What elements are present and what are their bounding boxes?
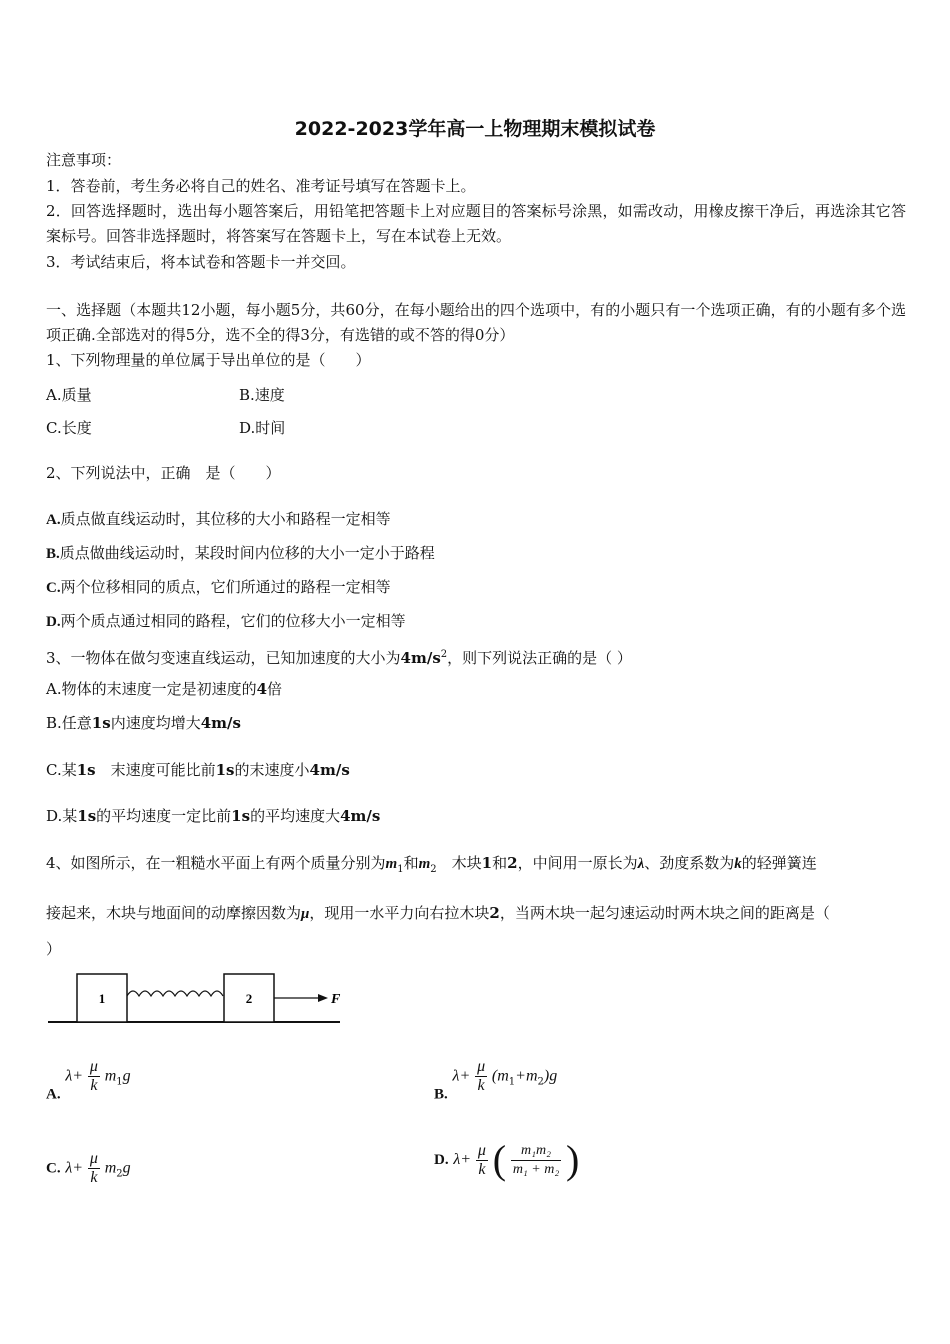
q4-option-d	[434, 1137, 580, 1182]
q4-d-left-paren: (	[492, 1137, 507, 1182]
q4-l1-a: 4、如图所示，在一粗糙水平面上有两个质量分别为	[46, 854, 386, 872]
q2-option-a-label: A.	[46, 512, 61, 528]
q4-l2-c: ，当两木块一起匀速运动时两木块之间的距离是（	[499, 904, 830, 922]
q4-and2: 和	[492, 854, 508, 872]
block-1-label: 1	[98, 991, 106, 1006]
q4-d-inner-den: m₁ + m₂	[512, 1161, 560, 1177]
q2-option-a	[46, 509, 391, 530]
q4-d-lambda: λ+	[453, 1151, 472, 1168]
q3-d-time: 1s	[77, 807, 97, 825]
q4-option-a	[46, 1058, 131, 1104]
q3-a-post: 倍	[267, 680, 283, 698]
q2-option-a-text: 质点做直线运动时，其位移的大小和路程一定相等	[60, 510, 391, 528]
q3-c-pre: C.某	[46, 761, 77, 779]
q3-d-value: 4m/s	[340, 807, 381, 825]
q4-a-mass: m	[104, 1067, 117, 1085]
q3-option-d	[46, 806, 380, 826]
q2-option-d-label: D.	[46, 614, 61, 630]
notice-item-1: 1．答卷前，考生务必将自己的姓名、准考证号填写在答题卡上。	[46, 177, 476, 195]
q4-b-close: )	[543, 1067, 550, 1085]
q3-b-time: 1s	[91, 714, 111, 732]
question-4-stem-line2	[46, 903, 830, 924]
q3-option-b	[46, 713, 241, 733]
spring-blocks-figure	[46, 970, 346, 1030]
q3-b-pre: B.任意	[46, 714, 92, 732]
force-label: F	[331, 992, 341, 1007]
notice-item-3: 3．考试结束后，将本试卷和答题卡一并交回。	[46, 253, 356, 271]
q4-b-fraction	[475, 1058, 487, 1095]
q4-a-g: g	[122, 1067, 131, 1085]
q4-c-g: g	[122, 1159, 131, 1177]
q4-a-fraction	[88, 1058, 100, 1095]
q4-b-mass1: (m	[491, 1067, 509, 1085]
q3-stem-post: ，则下列说法正确的是（ ）	[447, 649, 632, 667]
question-2-stem: 2、下列说法中，正确 是（ ）	[46, 464, 281, 482]
q4-and: 和	[403, 854, 419, 872]
question-4-stem-line3: ）	[46, 940, 62, 958]
force-arrow-head	[318, 994, 328, 1002]
q4-b-frac-num: μ	[477, 1058, 486, 1075]
q4-k: k	[734, 856, 742, 872]
q4-d-frac-den: k	[478, 1160, 486, 1178]
q3-b-value: 4m/s	[200, 714, 241, 732]
q4-c-lambda: λ+	[65, 1159, 84, 1177]
q4-b-lambda: λ+	[452, 1067, 471, 1085]
q3-stem-pre: 3、一物体在做匀变速直线运动，已知加速度的大小为	[46, 649, 401, 667]
q2-option-c-text: 两个位移相同的质点，它们所通过的路程一定相等	[60, 578, 391, 596]
q3-d-pre: D.某	[46, 807, 78, 825]
question-3-stem	[46, 645, 632, 668]
q4-m2: m	[418, 856, 431, 872]
q4-option-a-label: A.	[46, 1086, 61, 1103]
q2-option-d	[46, 611, 406, 632]
q4-m1-sub: 1	[397, 864, 404, 875]
q4-c-mass: m	[104, 1159, 117, 1177]
q4-b-mass2-sub: 2	[537, 1076, 544, 1088]
q4-option-c	[46, 1150, 131, 1187]
q4-l1-e: 的轻弹簧连	[741, 854, 817, 872]
q4-a-lambda: λ+	[65, 1067, 84, 1085]
q4-n3: 2	[489, 904, 500, 922]
q3-option-a	[46, 679, 282, 699]
q3-a-pre: A.物体的末速度一定是初速度的	[46, 680, 257, 698]
q1-option-c: C.长度	[46, 419, 92, 437]
q4-a-mass-sub: 1	[116, 1076, 123, 1088]
q4-d-inner-fraction	[511, 1142, 561, 1179]
q3-c-mid2: 的末速度小	[234, 761, 310, 779]
notice-heading: 注意事项：	[46, 151, 122, 169]
q4-b-frac-den: k	[477, 1077, 485, 1094]
q3-c-mid: 末速度可能比前	[95, 761, 216, 779]
q4-l1-c: ，中间用一原长为	[517, 854, 638, 872]
q2-option-c-label: C.	[46, 580, 61, 596]
page-title: 2022-2023学年高一上物理期末模拟试卷	[294, 118, 656, 140]
q2-option-b-text: 质点做曲线运动时，某段时间内位移的大小一定小于路程	[59, 544, 435, 562]
q4-c-fraction	[88, 1150, 100, 1187]
q3-d-mid: 的平均速度一定比前	[96, 807, 232, 825]
q4-m2-sub: 2	[430, 864, 437, 875]
q4-a-frac-den: k	[90, 1077, 98, 1094]
q3-option-c	[46, 760, 350, 780]
notice-item-2: 2．回答选择题时，选出每小题答案后，用铅笔把答题卡上对应题目的答案标号涂黑，如需改动，用橡皮擦干净后，再选涂其它答案标号。回答非选择题时，将答案写在答题卡上，写在本试卷上无效。	[46, 202, 906, 245]
q4-l2-a: 接起来，木块与地面间的动摩擦因数为	[46, 904, 302, 922]
q4-c-frac-num: μ	[89, 1150, 98, 1167]
q4-d-frac-num: μ	[477, 1141, 486, 1159]
q4-d-inner-num: m₁m₂	[511, 1142, 561, 1161]
q2-option-d-text: 两个质点通过相同的路程，它们的位移大小一定相等	[60, 612, 406, 630]
q4-b-g: g	[549, 1067, 558, 1085]
q4-m1: m	[385, 856, 398, 872]
q3-c-time: 1s	[76, 761, 96, 779]
q4-l2-b: ，现用一水平力向右拉木块	[309, 904, 490, 922]
q1-option-d: D.时间	[239, 419, 286, 437]
q4-option-c-label: C.	[46, 1160, 61, 1177]
section-heading: 一、选择题（本题共12小题，每小题5分，共60分，在每小题给出的四个选项中，有的小题只有一个选项正确，有的小题有多个选项正确.全部选对的得5分，选不全的得3分，有选错的或不答的得0分）	[46, 301, 906, 344]
q4-lambda: λ	[637, 856, 645, 872]
block-2-label: 2	[245, 991, 253, 1006]
q3-d-mid2: 的平均速度大	[250, 807, 341, 825]
q3-b-mid: 内速度均增大	[110, 714, 201, 732]
q3-a-num: 4	[256, 680, 268, 698]
q3-c-time2: 1s	[215, 761, 235, 779]
spring	[127, 991, 223, 996]
q4-option-b	[434, 1058, 557, 1104]
q4-n2: 2	[507, 854, 518, 872]
question-1-stem: 1、下列物理量的单位属于导出单位的是（ ）	[46, 351, 371, 369]
q4-option-b-label: B.	[434, 1086, 448, 1103]
q3-c-value: 4m/s	[309, 761, 350, 779]
q4-b-mass1-sub: 1	[508, 1076, 516, 1088]
q4-d-right-paren: )	[566, 1137, 580, 1182]
q4-c-frac-den: k	[90, 1169, 98, 1186]
q4-mu: μ	[301, 906, 310, 922]
q3-d-time2: 1s	[231, 807, 251, 825]
q2-option-b-label: B.	[46, 546, 60, 562]
q3-accel-value: 4m/s	[400, 649, 441, 667]
q4-l1-b: 木块	[436, 854, 482, 872]
question-4-stem-line1	[46, 853, 817, 880]
q3-accel-sup: 2	[440, 649, 448, 660]
q4-l1-d: 、劲度系数为	[644, 854, 735, 872]
q4-b-mass2: +m	[515, 1067, 538, 1085]
q4-option-d-label: D.	[434, 1152, 449, 1168]
q4-n1: 1	[481, 854, 493, 872]
q1-option-b: B.速度	[239, 386, 285, 404]
q4-d-fraction	[476, 1142, 488, 1179]
q2-option-c	[46, 577, 391, 598]
q2-option-b	[46, 543, 435, 564]
q1-option-a: A.质量	[46, 386, 92, 404]
q4-a-frac-num: μ	[89, 1058, 98, 1075]
q4-c-mass-sub: 2	[116, 1168, 123, 1180]
